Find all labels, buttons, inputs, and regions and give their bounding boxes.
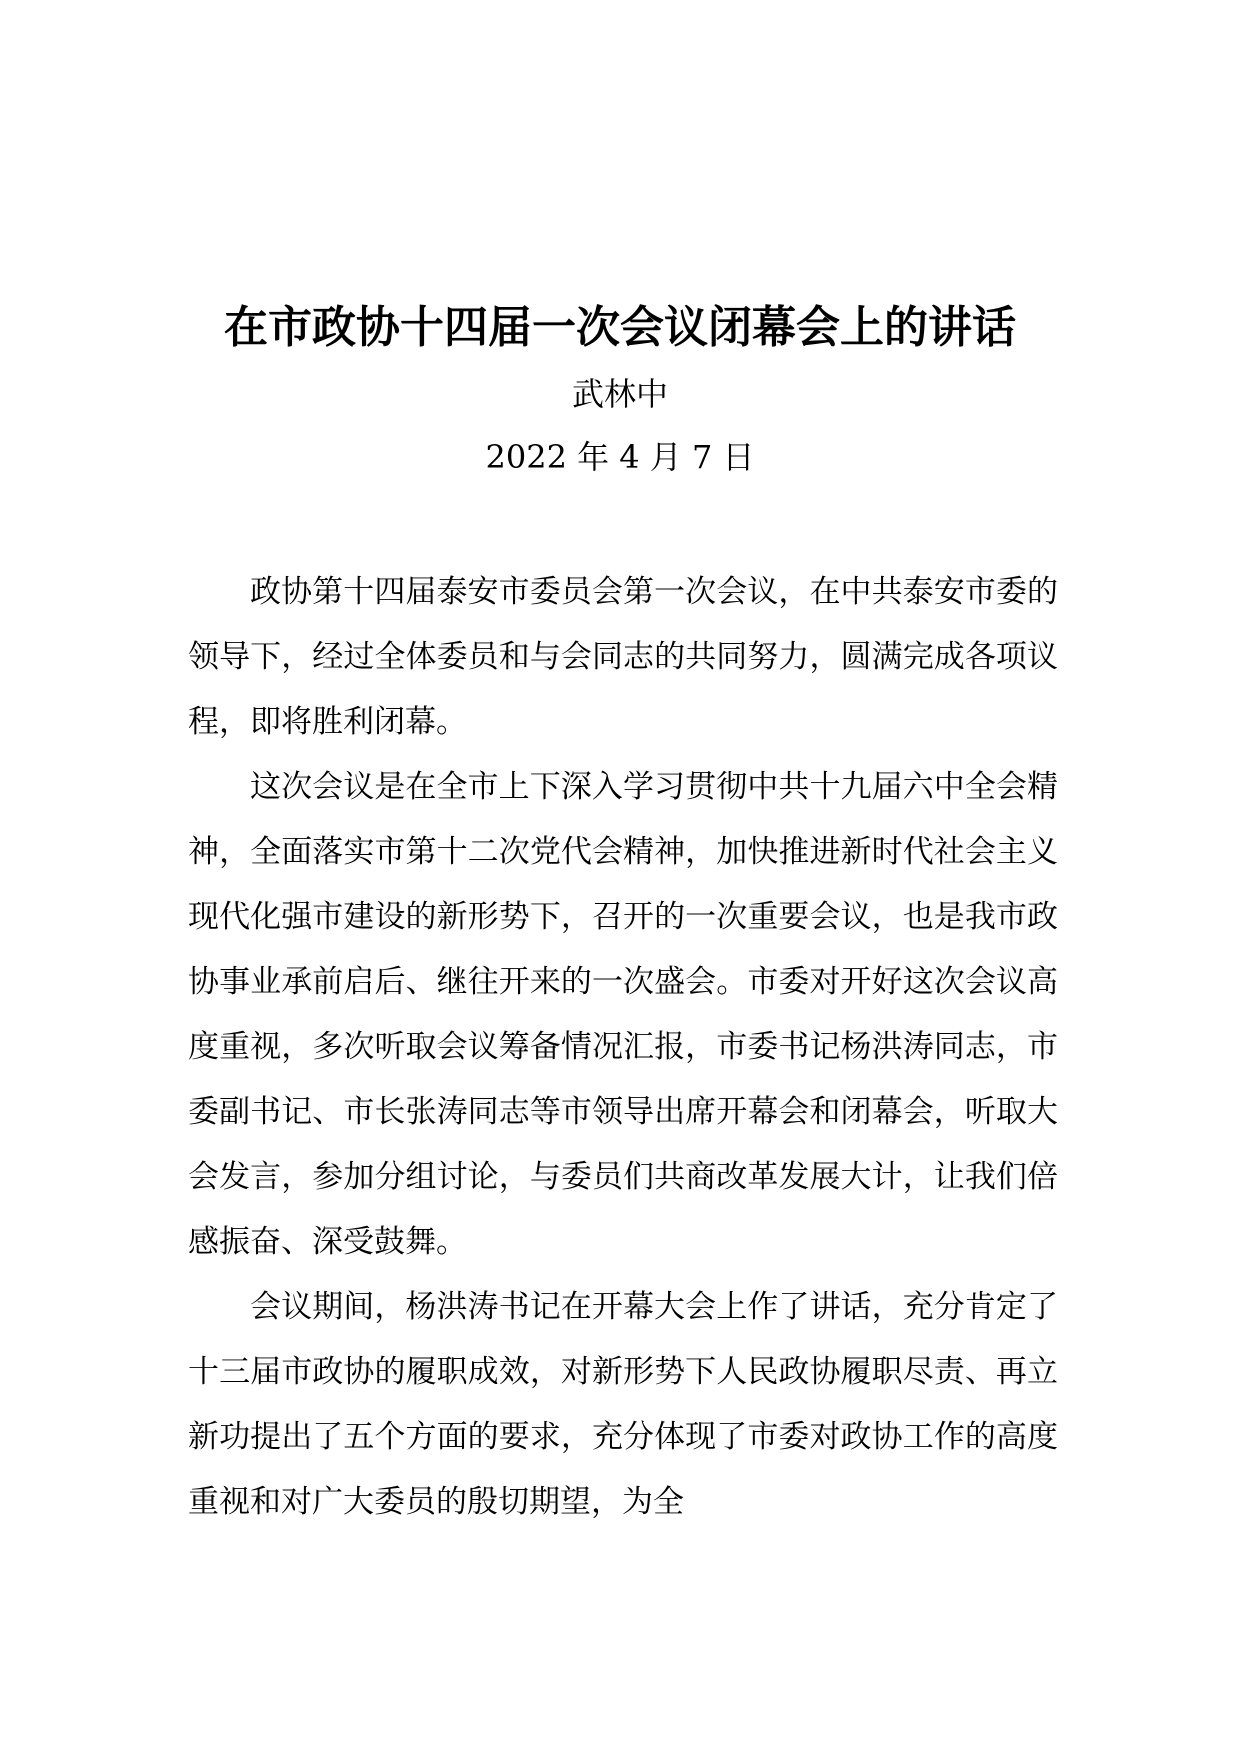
document-title: 在市政协十四届一次会议闭幕会上的讲话 <box>224 302 1016 353</box>
document-body <box>188 560 1058 1535</box>
document-date: 2022 年 4 月 7 日 <box>485 438 755 476</box>
paragraph: 政协第十四届泰安市委员会第一次会议，在中共泰安市委的领导下，经过全体委员和与会同志的共同努力，圆满完成各项议程，即将胜利闭幕。 <box>188 574 1058 740</box>
paragraph: 这次会议是在全市上下深入学习贯彻中共十九届六中全会精神，全面落实市第十二次党代会精神，加快推进新时代社会主义现代化强市建设的新形势下，召开的一次重要会议，也是我市政协事业承前启后、继往开来的一次盛会。市委对开好这次会议高度重视，多次听取会议筹备情况汇报，市委书记杨洪涛同志，市委副书记、市长张涛同志等市领导出席开幕会和闭幕会，听取大会发言，参加分组讨论，与委员们共商改革发展大计，让我们倍感振奋、深受鼓舞。 <box>188 769 1058 1260</box>
document-author: 武林中 <box>571 375 668 413</box>
paragraph: 会议期间，杨洪涛书记在开幕大会上作了讲话，充分肯定了十三届市政协的履职成效，对新形势下人民政协履职尽责、再立新功提出了五个方面的要求，充分体现了市委对政协工作的高度重视和对广大委员的殷切期望，为全 <box>188 1289 1058 1520</box>
